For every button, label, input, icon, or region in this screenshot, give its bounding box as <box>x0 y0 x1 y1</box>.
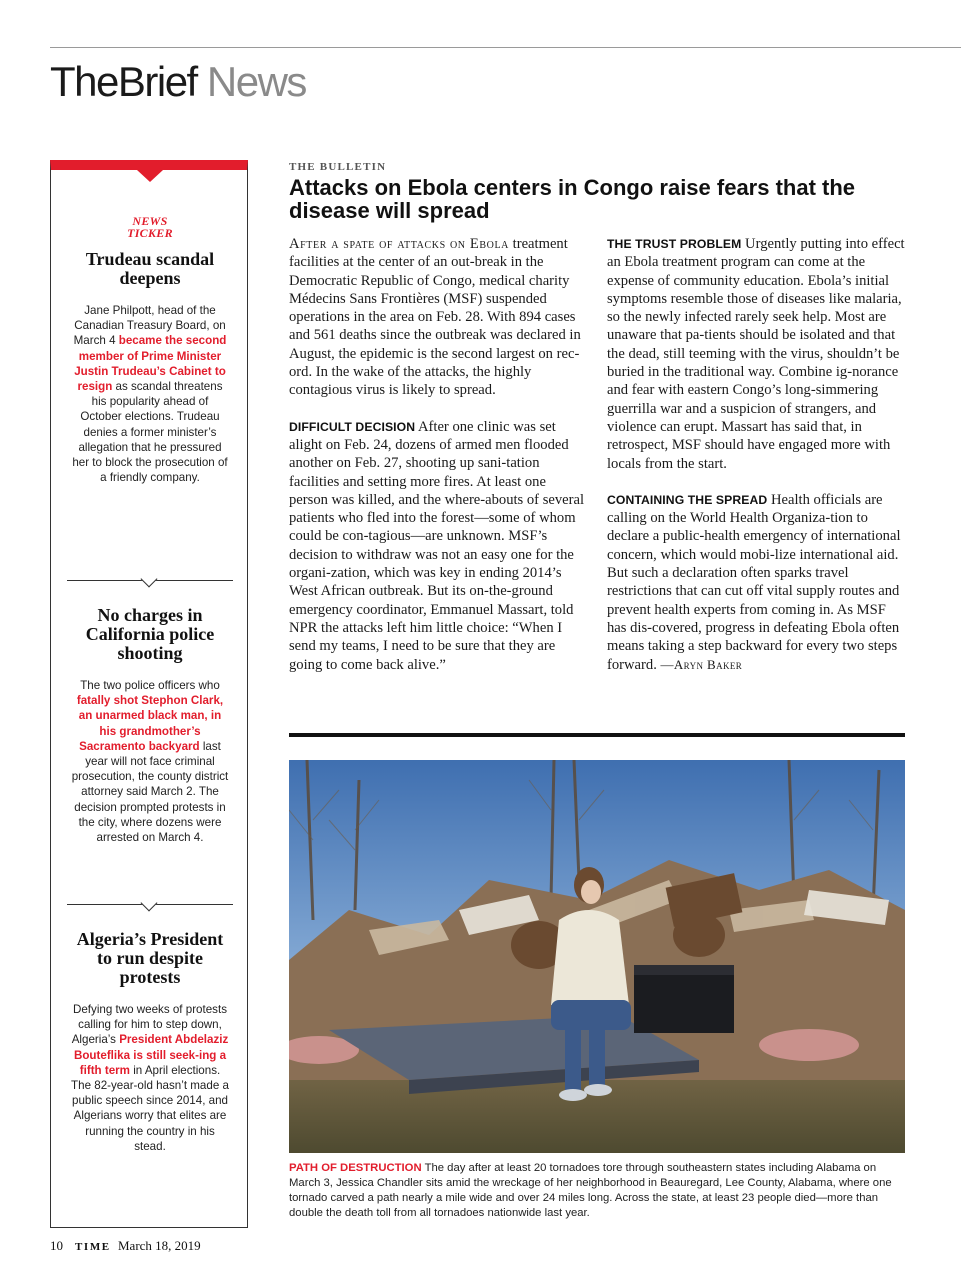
page-number: 10 <box>50 1238 63 1253</box>
ticker-body <box>51 303 249 485</box>
subhead: CONTAINING THE SPREAD <box>607 492 768 507</box>
article-column-2 <box>607 235 907 692</box>
article-kicker: THE BULLETIN <box>289 161 387 173</box>
ticker-link[interactable]: became the second member of Prime Minister Justin Trudeau’s Cabinet to resign <box>74 334 227 394</box>
ticker-link[interactable]: fatally shot Stephon Clark, an unarmed black man, in his grandmother’s Sacramento backyard <box>76 694 224 753</box>
ticker-text: in April elections. The 82-year-old hasn’t made a public speech since 2014, and Algerians worry that elites are running the country in his stead. <box>71 1063 229 1153</box>
paragraph-text: Urgently putting into effect an Ebola treatment program can come at the expense of community education. Ebola’s initial symptoms resemble those of diseases like malaria, so the newly infected rarely seek help. Most are unaware that pa-tients should be isolated and that the dead, still teeming with the virus, shouldn’t be buried in the traditional way. Combine ig-norance and fear with eastern Congo’s long-simmering guerrilla war and a suspicion of strangers, and violence can erupt. Massart has said that, in retrospect, MSF should have engaged more with locals from the start. <box>607 236 905 472</box>
article-paragraph <box>289 418 586 674</box>
issue-date: March 18, 2019 <box>118 1238 201 1253</box>
ticker-text: as scandal threatens his popularity ahead of October elections. Trudeau denies a former minister’s allegation that he pressured her to block the prosecution of a friendly company. <box>72 380 228 485</box>
ticker-item <box>51 930 249 1154</box>
ticker-text: Jane Philpott, head of the Canadian Treasury Board, on March 4 <box>73 304 226 348</box>
ticker-item <box>51 606 249 845</box>
article-paragraph <box>607 235 907 473</box>
ticker-body <box>51 1002 249 1154</box>
chevron-down-icon <box>141 571 158 588</box>
ticker-item <box>51 250 249 485</box>
ticker-text: The two police officers who <box>80 679 220 692</box>
ticker-text: Defying two weeks of protests calling for him to step down, Algeria’s <box>71 1003 227 1047</box>
section-subtitle: News <box>206 58 306 105</box>
paragraph-text: Health officials are calling on the World Health Organiza-tion to declare a public-health emergency of international concern, which would mobi-lize international aid. But such a declaration often sparks travel restrictions that can cut off vital supply routes and prevent health experts from coming in. As MSF has dis-covered, progress in defeating Ebola often means taking a step backward for every two steps forward. <box>607 491 901 673</box>
section-name: TheBrief <box>50 58 197 105</box>
ticker-label <box>51 215 249 239</box>
paragraph-text: After one clinic was set alight on Feb. 24, dozens of armed men flooded another on Feb. 27, shooting up sani-tation facilities and setting more fires. At least one person was killed, and the where-abouts of several patients who fled into the forest—some of whom could be con-tagious—are unknown. MSF’s decision to withdraw was not an easy one for the organi-zation, which was key in ending 2014’s West African outbreak. But its on-the-ground emergency coordinator, Emmanuel Massart, told NPR the attacks left him little choice: “When I send my teams, I need to be sure that they are going to come back alive.” <box>289 418 585 673</box>
subhead: DIFFICULT DECISION <box>289 419 416 434</box>
subhead: THE TRUST PROBLEM <box>607 237 742 251</box>
article-paragraph <box>607 491 907 674</box>
article-column-1 <box>289 235 586 692</box>
news-ticker <box>50 160 248 1228</box>
ticker-headline: No charges in California police shooting <box>85 605 215 663</box>
article-paragraph <box>289 235 586 400</box>
top-rule <box>50 47 961 48</box>
ticker-body <box>51 678 249 845</box>
paragraph-text: treatment facilities at the center of an out-break in the Democratic Republic of Congo, medical charity Médecins Sans Frontières (MSF) suspended operations in the area on Feb. 28. With 894 cases and 561 deaths since the outbreak was declared in August, the epidemic is the second largest on rec-ord. In the wake of the attacks, the highly contagious virus is likely to spread. <box>289 236 581 399</box>
page-folio <box>50 1238 201 1254</box>
caption-text: The day after at least 20 tornadoes tore through southeastern states including Alabama on March 3, Jessica Chandler sits amid the wreckage of her neighborhood in Beauregard, Lee County, Alabama, where one tornado carved a path nearly a mile wide and over 24 miles long. Across the state, at least 23 people died—more than double the death toll from all tornadoes nationwide last year. <box>289 1162 892 1219</box>
ticker-notch <box>137 170 163 182</box>
ticker-label-line1: NEWS <box>132 214 168 228</box>
ticker-label-line2: TICKER <box>127 226 173 240</box>
photo-rule <box>289 733 905 737</box>
caption-lead: PATH OF DESTRUCTION <box>289 1162 422 1174</box>
tornado-photo <box>289 760 905 1153</box>
photo-illustration <box>289 760 905 1153</box>
article-headline: Attacks on Ebola centers in Congo raise fears that the disease will spread <box>289 175 856 223</box>
photo-caption <box>289 1161 905 1221</box>
ticker-headline: Trudeau scandal deepens <box>85 249 215 288</box>
ticker-headline: Algeria’s President to run despite protests <box>76 929 224 987</box>
chevron-down-icon <box>141 895 158 912</box>
magazine-name: TIME <box>75 1241 111 1253</box>
byline: —Aryn Baker <box>656 656 743 672</box>
ticker-link[interactable]: President Abdelaziz Bouteflika is still seek-ing a fifth term <box>73 1033 229 1077</box>
lead-in: After a spate of attacks on Ebola <box>289 236 510 252</box>
section-title <box>50 58 306 106</box>
ticker-text: last year will not face criminal prosecution, the county district attorney said March 2. The decision prompted protests in the city, where dozens were arrested on March 4. <box>71 739 229 845</box>
